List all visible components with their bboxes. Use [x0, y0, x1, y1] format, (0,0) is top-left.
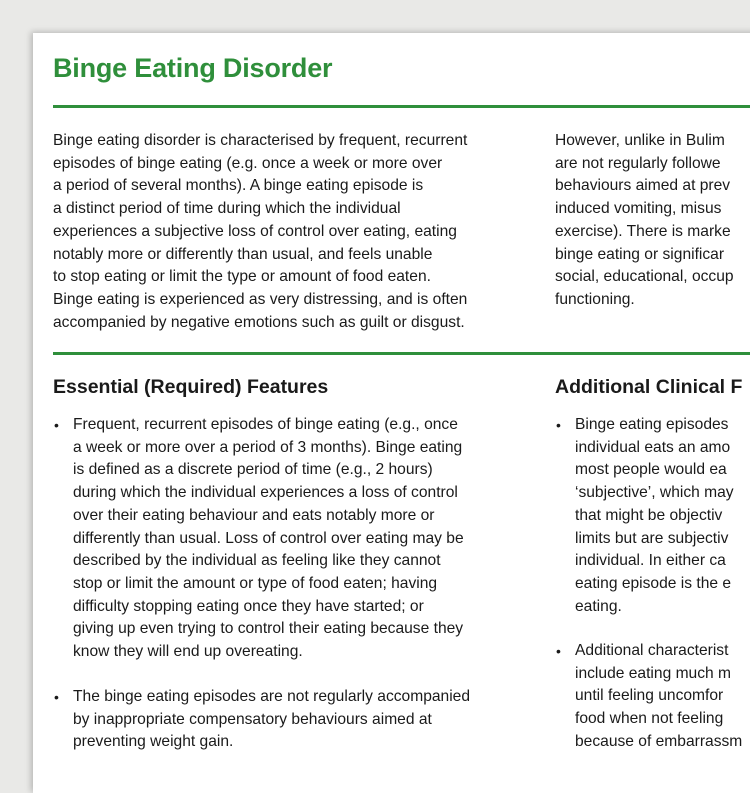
bullet-line: stop or limit the amount or type of food eaten; having — [73, 574, 438, 592]
bullet-line: by inappropriate compensatory behaviours aimed at — [73, 710, 432, 728]
bullet-dot-icon: • — [54, 417, 59, 433]
bullet-line: individual. In either ca — [575, 552, 726, 570]
bullet-dot-icon: • — [54, 689, 59, 705]
bullet-line: differently than usual. Loss of control over eating may be — [73, 529, 464, 547]
additional-features-heading: Additional Clinical F — [555, 376, 743, 398]
bullet-line: know they will end up overeating. — [73, 643, 303, 661]
intro-right-line: are not regularly followe — [555, 154, 721, 172]
bullet-line: because of embarrassm — [575, 732, 743, 750]
bullet-line: include eating much m — [575, 664, 732, 682]
intro-right-line: exercise). There is marke — [555, 222, 731, 240]
bullet-line: that might be objectiv — [575, 506, 723, 524]
intro-left-line: a period of several months). A binge eating episode is — [53, 177, 424, 195]
intro-paragraph-left — [53, 130, 467, 334]
intro-left-line: Binge eating is experienced as very distressing, and is often — [53, 290, 468, 308]
title-divider — [53, 105, 750, 108]
bullet-line: eating. — [575, 597, 622, 615]
bullet-line: difficulty stopping eating once they have started; or — [73, 597, 424, 615]
intro-left-line: notably more or differently than usual, and feels unable — [53, 245, 433, 263]
bullet-line: most people would ea — [575, 461, 727, 479]
page-title: Binge Eating Disorder — [53, 53, 333, 83]
intro-left-line: a distinct period of time during which the individual — [53, 200, 401, 218]
intro-left-line: experiences a subjective loss of control over eating, eating — [53, 222, 457, 240]
intro-right-line: social, educational, occup — [555, 268, 734, 286]
additional-bullet — [556, 414, 734, 618]
bullet-line: limits but are subjectiv — [575, 529, 729, 547]
bullet-line: The binge eating episodes are not regularly accompanied — [73, 688, 471, 705]
additional-bullet — [556, 640, 743, 754]
bullet-line: Binge eating episodes — [575, 416, 729, 433]
bullet-line: ‘subjective’, which may — [575, 484, 734, 502]
intro-left-line: to stop eating or limit the type or amount of food eaten. — [53, 268, 431, 286]
bullet-dot-icon: • — [556, 417, 561, 433]
bullet-dot-icon: • — [556, 643, 561, 659]
essential-features-heading: Essential (Required) Features — [53, 376, 329, 398]
bullet-line: described by the individual as feeling like they cannot — [73, 552, 441, 570]
intro-right-line: behaviours aimed at prev — [555, 177, 731, 195]
essential-bullet — [54, 414, 464, 664]
bullet-line: until feeling uncomfor — [575, 687, 724, 705]
bullet-line: a week or more over a period of 3 months). Binge eating — [73, 438, 463, 456]
intro-right-line: However, unlike in Bulim — [555, 132, 725, 149]
bullet-line: preventing weight gain. — [73, 733, 234, 751]
intro-paragraph-right — [555, 130, 734, 312]
essential-bullet — [54, 686, 471, 754]
intro-left-line: Binge eating disorder is characterised by frequent, recurrent — [53, 132, 468, 149]
bullet-line: is defined as a discrete period of time (e.g., 2 hours) — [73, 461, 433, 479]
bullet-line: during which the individual experiences a loss of control — [73, 484, 458, 502]
intro-left-line: accompanied by negative emotions such as guilt or disgust. — [53, 313, 465, 331]
intro-right-line: induced vomiting, misus — [555, 200, 722, 218]
intro-right-line: binge eating or significar — [555, 245, 725, 263]
bullet-line: Frequent, recurrent episodes of binge eating (e.g., once — [73, 416, 458, 433]
bullet-line: individual eats an amo — [575, 438, 731, 456]
intro-right-line: functioning. — [555, 290, 635, 308]
bullet-line: Additional characterist — [575, 642, 729, 659]
bullet-line: giving up even trying to control their eating because they — [73, 620, 464, 638]
bullet-line: over their eating behaviour and eats notably more or — [73, 506, 435, 524]
bullet-line: eating episode is the e — [575, 574, 732, 592]
document-page — [33, 33, 750, 793]
bullet-line: food when not feeling — [575, 710, 724, 728]
section-divider — [53, 352, 750, 355]
intro-left-line: episodes of binge eating (e.g. once a week or more over — [53, 154, 443, 172]
